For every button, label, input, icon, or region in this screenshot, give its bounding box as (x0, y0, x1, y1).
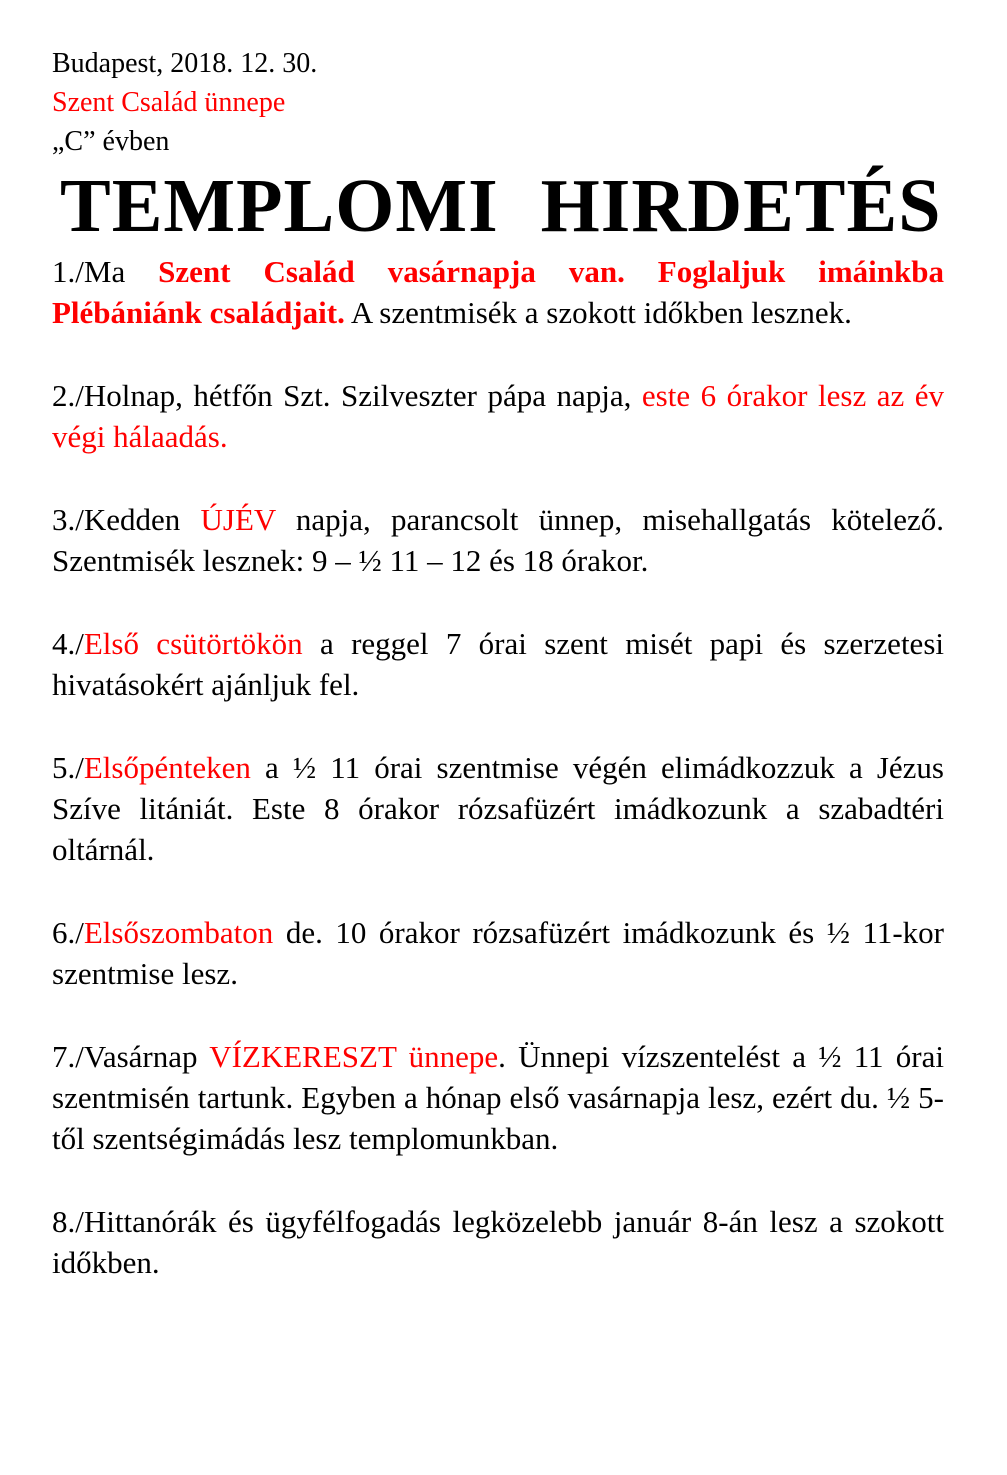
item-number: 8./ (52, 1204, 84, 1239)
announcement-page (52, 44, 944, 1325)
item-text: A szentmisék a szokott időkben lesznek. (344, 295, 852, 330)
item-text: de. 10 órakor rózsafüzért imádkozunk és ½ 11-kor szentmise lesz. (52, 915, 944, 991)
announcement-item-8 (52, 1201, 944, 1283)
announcement-item-5 (52, 747, 944, 870)
item-text: Holnap, hétfőn Szt. Szilveszter pápa napja, (83, 378, 642, 413)
item-number: 7./ (52, 1039, 84, 1074)
item-number: 6./ (52, 915, 84, 950)
item-text: a reggel 7 órai szent misét papi és szerzetesi hivatásokért ajánljuk fel. (52, 626, 944, 702)
liturgical-year-line: „C” évben (52, 126, 170, 157)
announcement-item-3 (52, 499, 944, 581)
date-line: Budapest, 2018. 12. 30. (52, 48, 318, 79)
item-number: 2./ (52, 378, 84, 413)
announcement-item-4 (52, 623, 944, 705)
item-number: 4./ (52, 626, 84, 661)
item-highlight: Elsőszombaton (83, 915, 274, 950)
item-highlight: Szent Család vasárnapja van. Foglaljuk imáinkba Plébániánk családjait. (52, 254, 944, 330)
feast-line: Szent Család ünnepe (52, 87, 286, 118)
item-text: Hittanórák és ügyfélfogadás legközelebb január 8-án lesz a szokott időkben. (52, 1204, 944, 1280)
item-highlight: este 6 órakor lesz az év végi hálaadás. (52, 378, 944, 454)
item-text: Kedden (83, 502, 201, 537)
item-number: 1./ (52, 254, 84, 289)
announcement-item-2 (52, 375, 944, 457)
announcement-item-6 (52, 912, 944, 994)
item-highlight: Első csütörtökön (83, 626, 303, 661)
item-text: Vasárnap (83, 1039, 210, 1074)
item-text: Ma (83, 254, 159, 289)
announcement-item-1 (52, 251, 944, 333)
item-text: napja, parancsolt ünnep, misehallgatás kötelező. Szentmisék lesznek: 9 – ½ 11 – 12 és 18 órakor. (52, 502, 945, 578)
item-number: 5./ (52, 750, 84, 785)
item-text: a ½ 11 órai szentmise végén elimádkozzuk a Jézus Szíve litániát. Este 8 órakor rózsafüzért imádkozunk a szabadtéri oltárnál. (52, 750, 944, 867)
announcement-item-7 (52, 1036, 944, 1159)
item-number: 3./ (52, 502, 84, 537)
item-highlight: Elsőpénteken (83, 750, 251, 785)
item-text: . Ünnepi vízszentelést a ½ 11 órai szentmisén tartunk. Egyben a hónap első vasárnapja lesz, ezért du. ½ 5-től szentségimádás lesz templomunkban. (52, 1039, 944, 1156)
page-title: TEMPLOMI HIRDETÉS (60, 164, 942, 248)
item-highlight: ÚJÉV (200, 502, 276, 537)
item-highlight: VÍZKERESZT ünnepe (209, 1039, 499, 1074)
